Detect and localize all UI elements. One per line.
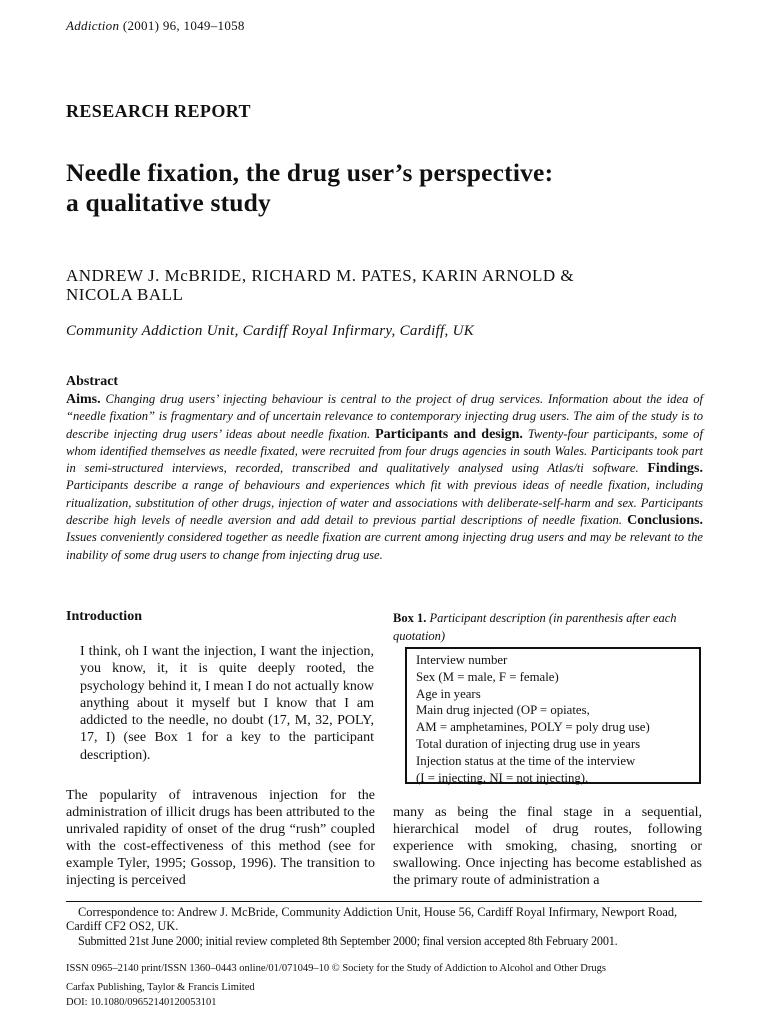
box-line: (I = injecting, NI = not injecting).: [416, 770, 589, 785]
submission-dates: Submitted 21st June 2000; initial review completed 8th September 2000; final version accepted 8th February 2001.: [78, 934, 618, 948]
doi-line: DOI: 10.1080/09652140120053101: [66, 997, 217, 1008]
box-description: Participant description (in parenthesis after each quotation): [393, 611, 677, 643]
correspondence-note: Correspondence to: Andrew J. McBride, Community Addiction Unit, House 56, Cardiff Royal Infirmary, Newport Road, Cardiff CF2 OS2, UK.: [66, 905, 678, 933]
abstract-heading: Abstract: [66, 374, 119, 389]
opening-quote: I think, oh I want the injection, I want the injection, you know, it, it is quite deeply rooted, the psychology behind it, I mean I do not actually know anything about it myself but I know that I am addicted to the needle, no doubt (17, M, 32, POLY, 17, I) (see Box 1 for a key to the participant description).: [80, 644, 374, 763]
box-line: Total duration of injecting drug use in years: [416, 736, 641, 751]
abstract-aims-text: Changing drug users’ injecting behaviour is central to the project of drug services. Information about the idea of “needle fixation” is fragmentary and of uncertain relevance to contemporary injecting drug users. The aim of the study is to describe injecting drug users’ ideas about needle fixation.: [66, 392, 703, 441]
authors-line-2: NICOLA BALL: [66, 285, 184, 304]
journal-citation: [66, 18, 245, 34]
box-caption: [393, 609, 703, 645]
box-line: Interview number: [416, 653, 508, 667]
abstract-body: [66, 391, 703, 564]
box-line: AM = amphetamines, POLY = poly drug use): [416, 720, 650, 735]
introduction-heading: Introduction: [66, 609, 142, 624]
title-line-2: a qualitative study: [66, 188, 271, 217]
author-list: [66, 266, 706, 304]
box-line: Sex (M = male, F = female): [416, 669, 559, 684]
journal-volume-pages: (2001) 96, 1049–1058: [122, 18, 245, 33]
footnote-divider: [66, 901, 702, 902]
abstract-conclusions-label: Conclusions.: [627, 513, 703, 529]
journal-name: Addiction: [66, 18, 120, 33]
issn-line: ISSN 0965–2140 print/ISSN 1360–0443 online/01/071049–10 © Society for the Study of Addiction to Alcohol and Other Drugs: [66, 963, 606, 974]
participant-description-box: [405, 647, 701, 784]
article-title: [66, 158, 726, 218]
title-line-1: Needle fixation, the drug user’s perspective:: [66, 158, 554, 187]
authors-line-1: ANDREW J. McBRIDE, RICHARD M. PATES, KARIN ARNOLD &: [66, 266, 575, 285]
affiliation: Community Addiction Unit, Cardiff Royal Infirmary, Cardiff, UK: [66, 323, 475, 339]
box-line: Main drug injected (OP = opiates,: [416, 703, 590, 718]
box-line: Injection status at the time of the interview: [416, 753, 636, 768]
intro-paragraph-right: many as being the final stage in a sequential, hierarchical model of drug routes, following experience with smoking, chasing, snorting or swallowing. Once injecting has become established as the primary route of administration a: [393, 805, 702, 888]
intro-paragraph-left: The popularity of intravenous injection for the administration of illicit drugs has been attributed to the unrivaled rapidity of onset of the drug “rush” coupled with the cost-effectiveness of this method (see for example Tyler, 1995; Gossop, 1996). The transition to injecting is perceived: [66, 788, 375, 888]
box-line: Age in years: [416, 686, 481, 701]
publisher-line: Carfax Publishing, Taylor & Francis Limited: [66, 982, 255, 993]
abstract-conclusions-text: Issues conveniently considered together as needle fixation are current among injecting drug users and may be relevant to the inability of some drug users to change from injecting drug use.: [66, 530, 703, 562]
abstract-design-label: Participants and design.: [375, 426, 523, 442]
box-label: Box 1.: [393, 611, 427, 625]
abstract-design-text: Twenty-four participants, some of whom identified themselves as needle fixated, were recruited from four drugs agencies in south Wales. Participants took part in semi-structured interviews, recorded, transcribed and qualitatively analysed using Atlas/ti software.: [66, 426, 703, 476]
abstract-aims-label: Aims.: [66, 392, 101, 407]
abstract-findings-text: Participants describe a range of behaviours and experiences which fit with previous ideas of needle fixation, including ritualization, substitution of other drugs, injection of water and associations with deliberate-self-harm and sex. Participants describe high levels of needle aversion and add detail to previous partial descriptions of needle fixation.: [66, 478, 703, 528]
section-label: RESEARCH REPORT: [66, 101, 251, 121]
abstract-findings-label: Findings.: [647, 461, 703, 477]
